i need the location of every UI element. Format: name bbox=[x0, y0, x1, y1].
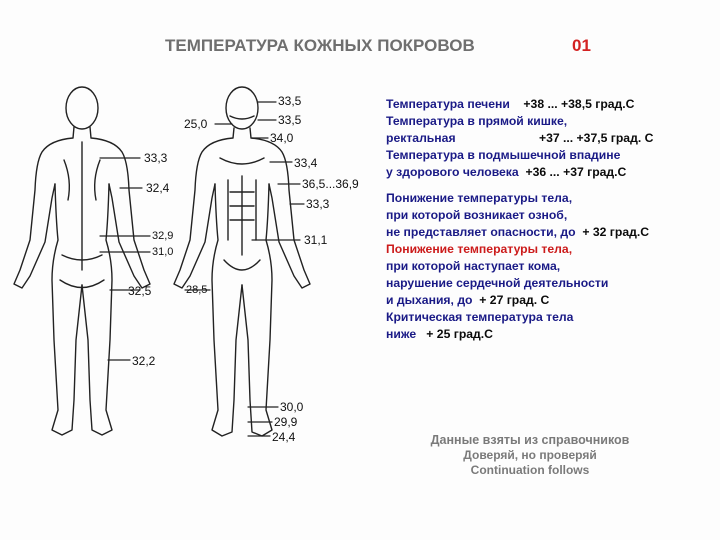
label-neck: 34,0 bbox=[270, 131, 294, 145]
label-foot: 24,4 bbox=[272, 430, 296, 444]
liver-line bbox=[386, 96, 716, 113]
sources-line1: Данные взяты из справочников bbox=[430, 433, 630, 447]
label-face-right: 33,5 bbox=[278, 113, 302, 127]
armpit-label2: у здорового человека bbox=[386, 165, 519, 179]
coma-line1: Понижение температуры тела, bbox=[386, 242, 573, 256]
label-ankle: 29,9 bbox=[274, 415, 298, 429]
back-figure bbox=[14, 87, 150, 435]
coma-text: и дыхания, до bbox=[386, 293, 473, 307]
body-outline-drawing bbox=[0, 80, 380, 460]
label-back-mid: 32,4 bbox=[146, 181, 170, 195]
sources-note bbox=[400, 432, 660, 478]
label-head-top: 33,5 bbox=[278, 94, 302, 108]
info-panel bbox=[386, 96, 716, 343]
label-face-left: 25,0 bbox=[184, 117, 208, 131]
label-back-upper: 33,3 bbox=[144, 151, 168, 165]
rectal-value: +37 ... +37,5 град. С bbox=[538, 131, 654, 145]
armpit-label: Температура в подмышечной впадине bbox=[386, 148, 621, 162]
liver-value: +38 ... +38,5 град.С bbox=[523, 97, 635, 111]
coma-value: + 27 град. С bbox=[479, 293, 550, 307]
critical-line1: Критическая температура тела bbox=[386, 310, 574, 324]
body-diagram bbox=[0, 80, 380, 460]
sources-line3: Continuation follows bbox=[470, 463, 590, 477]
chill-line3 bbox=[386, 224, 716, 241]
coma-line4 bbox=[386, 292, 716, 309]
label-hand: 28,5 bbox=[186, 284, 208, 296]
slide-title: ТЕМПЕРАТУРА КОЖНЫХ ПОКРОВОВ bbox=[165, 36, 475, 55]
liver-label: Температура печени bbox=[386, 97, 510, 111]
coma-line2: при которой наступает кома, bbox=[386, 259, 561, 273]
coma-line3: нарушение сердечной деятельности bbox=[386, 276, 609, 290]
critical-line2 bbox=[386, 326, 716, 343]
label-forearm: 33,3 bbox=[306, 197, 330, 211]
label-back-low1: 32,9 bbox=[152, 230, 174, 242]
critical-value: + 25 град.С bbox=[426, 327, 493, 341]
label-calf-back: 32,2 bbox=[132, 354, 156, 368]
chill-line1: Понижение температуры тела, bbox=[386, 191, 573, 205]
chill-line2: при которой возникает озноб, bbox=[386, 208, 568, 222]
critical-text: ниже bbox=[386, 327, 417, 341]
chill-text: не представляет опасности, до bbox=[386, 225, 576, 239]
label-thigh-back: 32,5 bbox=[128, 284, 152, 298]
rectal-label2: ректальная bbox=[386, 131, 456, 145]
rectal-label: Температура в прямой кишке, bbox=[386, 114, 568, 128]
label-back-low2: 31,0 bbox=[152, 246, 174, 258]
slide-number: 01 bbox=[572, 36, 591, 55]
rectal-line bbox=[386, 130, 716, 147]
label-abdomen: 31,1 bbox=[304, 233, 328, 247]
chill-value: + 32 град.С bbox=[582, 225, 650, 239]
label-chest: 33,4 bbox=[294, 156, 318, 170]
sources-line2: Доверяй, но проверяй bbox=[463, 448, 597, 462]
label-shin: 30,0 bbox=[280, 400, 304, 414]
label-armpit: 36,5...36,9 bbox=[302, 177, 359, 191]
armpit-line bbox=[386, 164, 716, 181]
armpit-value: +36 ... +37 град.С bbox=[525, 165, 627, 179]
